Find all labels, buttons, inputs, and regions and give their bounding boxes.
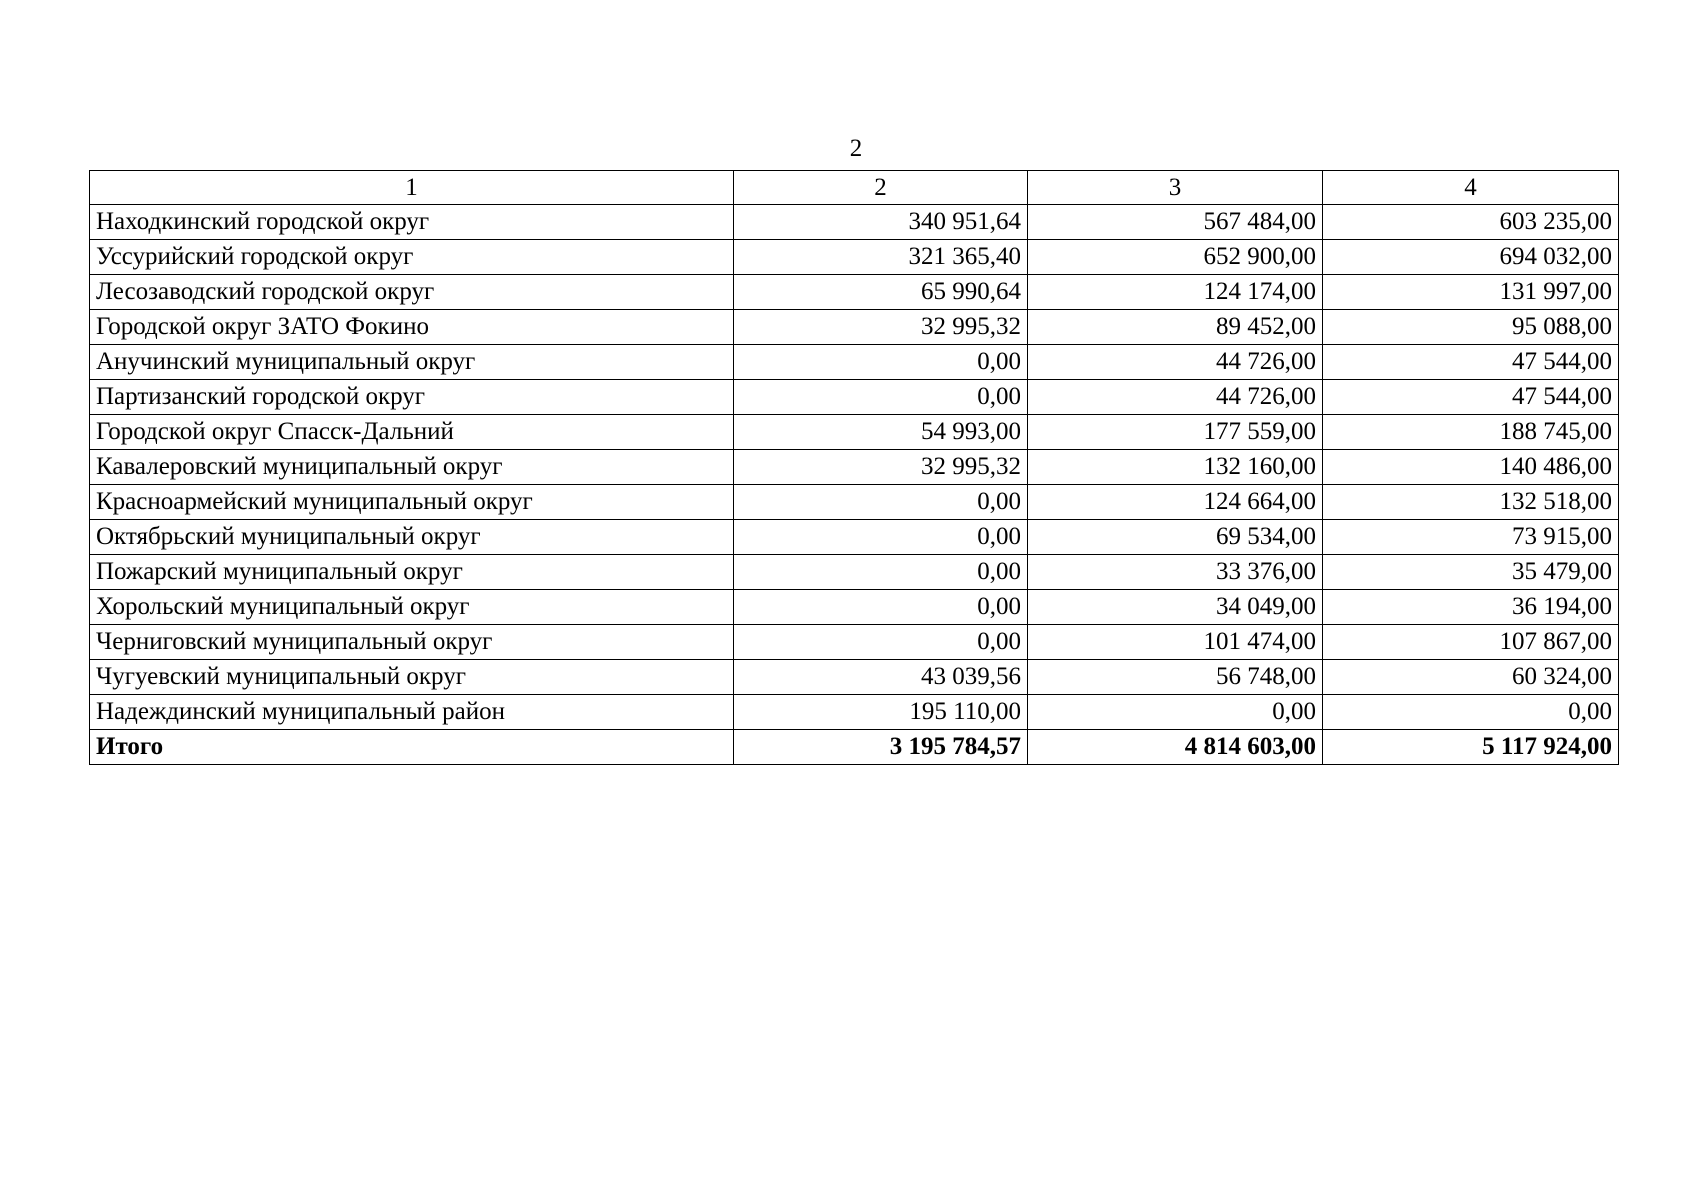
amount-col3: 34 049,00 [1028, 590, 1323, 625]
table-row [90, 240, 1619, 275]
table-row [90, 380, 1619, 415]
table-row [90, 275, 1619, 310]
amount-col2: 0,00 [734, 485, 1028, 520]
amount-col2: 32 995,32 [734, 310, 1028, 345]
district-name: Надеждинский муниципальный район [90, 695, 734, 730]
amount-col3: 101 474,00 [1028, 625, 1323, 660]
column-number: 2 [734, 171, 1028, 205]
amount-col2: 0,00 [734, 590, 1028, 625]
table-row [90, 205, 1619, 240]
amount-col3: 0,00 [1028, 695, 1323, 730]
table-row [90, 660, 1619, 695]
table-row [90, 625, 1619, 660]
amount-col4: 0,00 [1323, 695, 1619, 730]
column-number: 1 [90, 171, 734, 205]
district-name: Партизанский городской округ [90, 380, 734, 415]
amount-col3: 124 174,00 [1028, 275, 1323, 310]
amount-col4: 73 915,00 [1323, 520, 1619, 555]
amount-col2: 340 951,64 [734, 205, 1028, 240]
amount-col4: 95 088,00 [1323, 310, 1619, 345]
amount-col2: 0,00 [734, 555, 1028, 590]
district-name: Хорольский муниципальный округ [90, 590, 734, 625]
amount-col4: 131 997,00 [1323, 275, 1619, 310]
amount-col4: 47 544,00 [1323, 380, 1619, 415]
total-col4: 5 117 924,00 [1323, 730, 1619, 765]
amount-col3: 177 559,00 [1028, 415, 1323, 450]
district-name: Черниговский муниципальный округ [90, 625, 734, 660]
amount-col4: 36 194,00 [1323, 590, 1619, 625]
table-row [90, 345, 1619, 380]
column-number: 3 [1028, 171, 1323, 205]
table-row [90, 415, 1619, 450]
amount-col4: 140 486,00 [1323, 450, 1619, 485]
amount-col2: 195 110,00 [734, 695, 1028, 730]
amount-col2: 43 039,56 [734, 660, 1028, 695]
amount-col3: 652 900,00 [1028, 240, 1323, 275]
amount-col2: 0,00 [734, 520, 1028, 555]
district-name: Лесозаводский городской округ [90, 275, 734, 310]
amount-col3: 33 376,00 [1028, 555, 1323, 590]
district-name: Пожарский муниципальный округ [90, 555, 734, 590]
amount-col3: 124 664,00 [1028, 485, 1323, 520]
district-name: Уссурийский городской округ [90, 240, 734, 275]
table-row [90, 450, 1619, 485]
total-label: Итого [90, 730, 734, 765]
table-row [90, 555, 1619, 590]
district-name: Кавалеровский муниципальный округ [90, 450, 734, 485]
amount-col2: 65 990,64 [734, 275, 1028, 310]
amount-col2: 0,00 [734, 345, 1028, 380]
column-number-row [90, 171, 1619, 205]
district-name: Городской округ ЗАТО Фокино [90, 310, 734, 345]
amount-col4: 188 745,00 [1323, 415, 1619, 450]
amount-col4: 35 479,00 [1323, 555, 1619, 590]
total-col3: 4 814 603,00 [1028, 730, 1323, 765]
total-row [90, 730, 1619, 765]
amount-col3: 567 484,00 [1028, 205, 1323, 240]
amount-col3: 89 452,00 [1028, 310, 1323, 345]
amount-col2: 0,00 [734, 380, 1028, 415]
page-number: 2 [849, 135, 863, 162]
amount-col3: 69 534,00 [1028, 520, 1323, 555]
district-name: Находкинский городской округ [90, 205, 734, 240]
district-name: Городской округ Спасск-Дальний [90, 415, 734, 450]
amount-col4: 603 235,00 [1323, 205, 1619, 240]
table-row [90, 520, 1619, 555]
budget-table [89, 170, 1619, 765]
district-name: Анучинский муниципальный округ [90, 345, 734, 380]
district-name: Красноармейский муниципальный округ [90, 485, 734, 520]
amount-col3: 44 726,00 [1028, 380, 1323, 415]
table-row [90, 590, 1619, 625]
amount-col4: 694 032,00 [1323, 240, 1619, 275]
amount-col4: 47 544,00 [1323, 345, 1619, 380]
amount-col2: 321 365,40 [734, 240, 1028, 275]
amount-col4: 132 518,00 [1323, 485, 1619, 520]
district-name: Чугуевский муниципальный округ [90, 660, 734, 695]
amount-col2: 0,00 [734, 625, 1028, 660]
district-name: Октябрьский муниципальный округ [90, 520, 734, 555]
amount-col2: 54 993,00 [734, 415, 1028, 450]
amount-col4: 107 867,00 [1323, 625, 1619, 660]
amount-col2: 32 995,32 [734, 450, 1028, 485]
amount-col4: 60 324,00 [1323, 660, 1619, 695]
table-row [90, 485, 1619, 520]
table-row [90, 310, 1619, 345]
total-col2: 3 195 784,57 [734, 730, 1028, 765]
amount-col3: 44 726,00 [1028, 345, 1323, 380]
amount-col3: 56 748,00 [1028, 660, 1323, 695]
column-number: 4 [1323, 171, 1619, 205]
table-row [90, 695, 1619, 730]
amount-col3: 132 160,00 [1028, 450, 1323, 485]
